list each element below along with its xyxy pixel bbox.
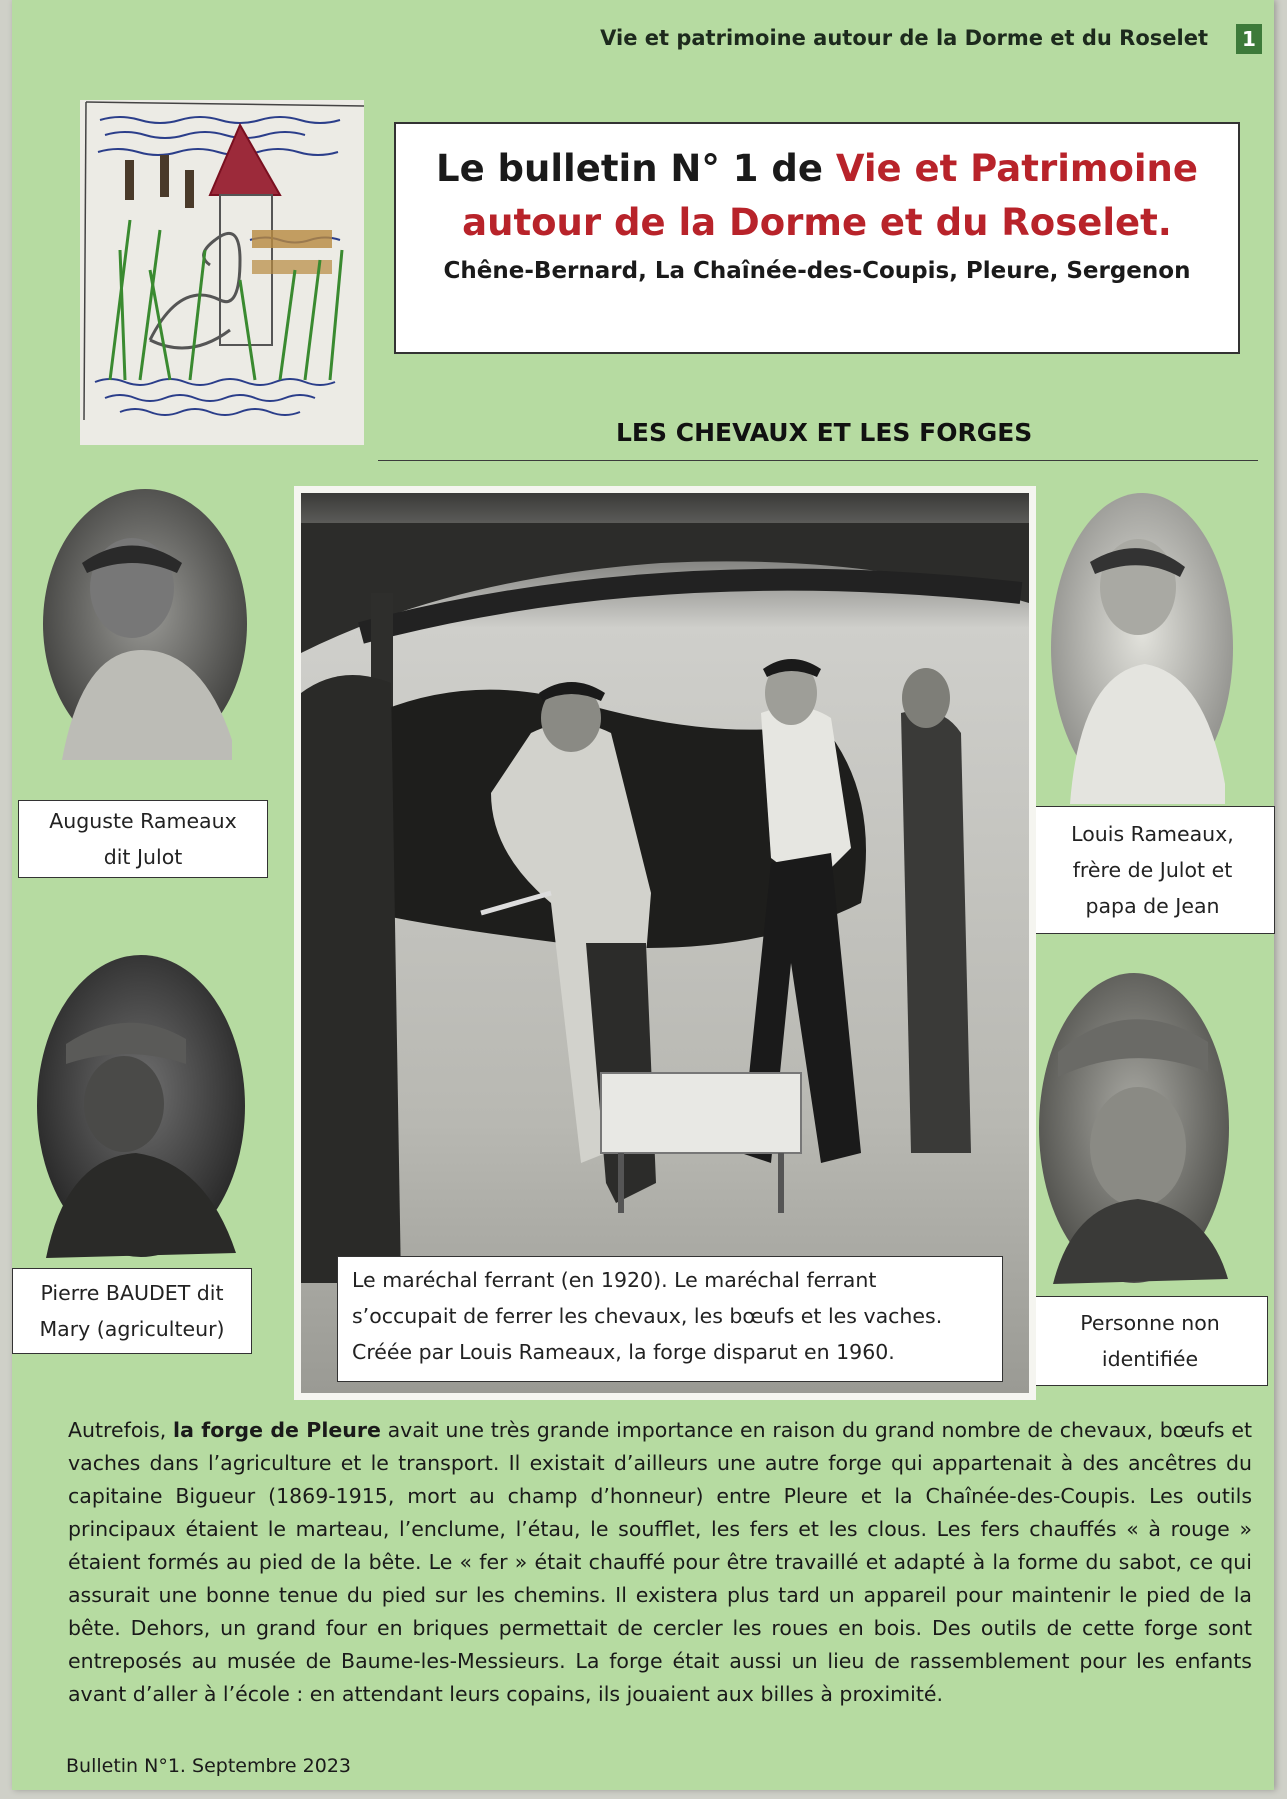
section-title: LES CHEVAUX ET LES FORGES — [616, 418, 1033, 447]
title-red-part: Vie et Patrimoine — [835, 147, 1198, 190]
caption-unidentified: Personne non identifiée — [1032, 1296, 1268, 1386]
title-black-part: Le bulletin N° 1 de — [436, 147, 836, 190]
forge-highlight: la forge de Pleure — [173, 1418, 381, 1442]
page-number-badge: 1 — [1236, 24, 1262, 54]
bulletin-page — [12, 0, 1274, 1790]
running-head: Vie et patrimoine autour de la Dorme et du Roselet — [600, 26, 1208, 50]
portrait-auguste-image — [42, 488, 248, 760]
footer-issue-date: Bulletin N°1. Septembre 2023 — [66, 1755, 352, 1777]
section-rule — [378, 460, 1258, 461]
caption-louis: Louis Rameaux, frère de Julot et papa de Jean — [1030, 806, 1275, 934]
title-box — [394, 122, 1240, 354]
heron-drawing-image — [80, 100, 364, 445]
main-photo-caption: Le maréchal ferrant (en 1920). Le maréchal ferrant s’occupait de ferrer les chevaux, les bœufs et les vaches. Créée par Louis Rameaux, la forge disparut en 1960. — [337, 1256, 1003, 1382]
caption-pierre: Pierre BAUDET dit Mary (agriculteur) — [12, 1268, 252, 1354]
portrait-unidentified-image — [1038, 972, 1230, 1284]
portrait-louis-image — [1050, 492, 1234, 804]
portrait-pierre-image — [36, 954, 246, 1258]
caption-auguste: Auguste Rameaux dit Julot — [18, 800, 268, 878]
villages-subtitle: Chêne-Bernard, La Chaînée-des-Coupis, Pleure, Sergenon — [443, 258, 1191, 284]
title-line-1 — [396, 144, 1238, 194]
article-paragraph: Autrefois, la forge de Pleure avait une très grande importance en raison du grand nombre de chevaux, bœufs et vaches dans l’agriculture et le transport. Il existait d’ailleurs une autre forge qui appartenait à des ancêtres du capitaine Bigueur (1869-1915, mort au champ d’honneur) entre Pleure et la Chaînée-des-Coupis. Les outils principaux étaient le marteau, l’enclume, l’étau, le soufflet, les fers et les clous. Les fers chauffés « à rouge » étaient formés au pied de la bête. Le « fer » était chauffé pour être travaillé et adapté à la forme du sabot, ce qui assurait une bonne tenue du pied sur les chemins. Il existera plus tard un appareil pour maintenir le pied de la bête. Dehors, un grand four en briques permettait de cercler les roues en bois. Des outils de cette forge sont entreposés au musée de Baume-les-Messieurs. La forge était aussi un lieu de rassemblement pour les enfants avant d’aller à l’école : en attendant leurs copains, ils jouaient aux billes à proximité. — [68, 1418, 1252, 1706]
title-line-2: autour de la Dorme et du Roselet. — [462, 201, 1172, 244]
